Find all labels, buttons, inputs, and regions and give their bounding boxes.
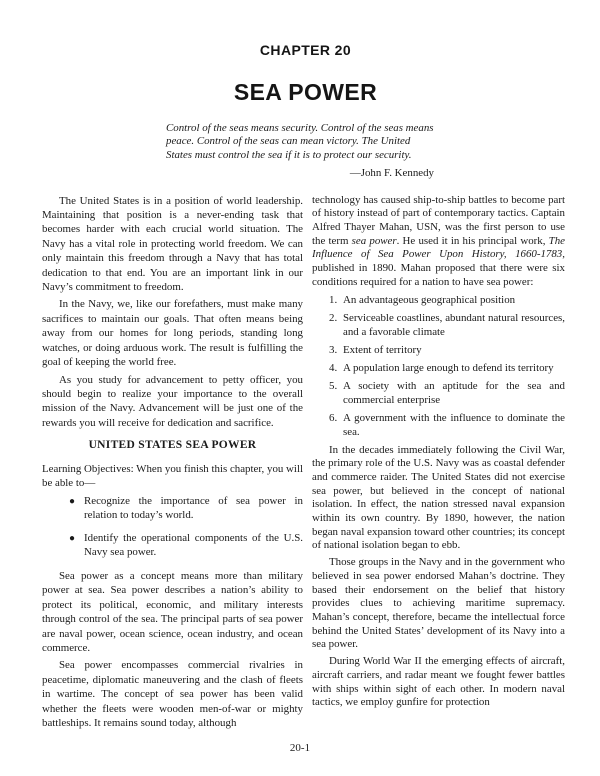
section-heading-us-sea-power: UNITED STATES SEA POWER — [88, 439, 257, 452]
paragraph-sea-power-concept: Sea power as a concept means more than military power at sea. Sea power describes a nation’s ability to protect its political, economic, and military interests through control of the sea. The principal parts of sea power are naval power, ocean science, ocean industry, and ocean commerce. — [42, 569, 303, 654]
learning-objectives-intro: Learning Objectives: When you finish this chapter, you will be able to— — [42, 462, 303, 489]
text-run: , published in 1890. Mahan proposed that there were six conditions required for a nation to have sea power: — [312, 248, 565, 288]
text-run: technology has caused ship-to-ship battles to become part of history instead of part of contemporary tactics. Captain Alfred Thayer Mahan, USN, was the first person to use the term — [312, 193, 565, 247]
paragraph-sea-power-encompasses: Sea power encompasses commercial rivalries in peacetime, diplomatic maneuvering and the clash of fleets in wartime. The concept of sea power has been valid whether the fleets were wooden men-of-war or mighty battleships. It remains sound today, although — [42, 659, 303, 730]
condition-item — [312, 343, 565, 357]
condition-item — [312, 293, 565, 307]
text-run-italic: sea power — [351, 234, 397, 247]
epigraph-attribution: —John F. Kennedy — [349, 167, 434, 180]
text-run-italic: The Influence of Sea Power Upon History, 1660-1783 — [312, 234, 565, 261]
epigraph-block — [166, 122, 434, 181]
page-number: 20-1 — [289, 742, 311, 754]
objective-item — [42, 532, 303, 560]
paragraph-world-war-2: During World War II the emerging effects of aircraft, aircraft carriers, and radar meant we fought fewer battles with ships within sight of each other. In modern naval tactics, we employ gunfire for protection — [312, 655, 565, 709]
paragraph-mahan-intro — [312, 194, 565, 290]
left-column — [42, 194, 303, 734]
objective-text: Recognize the importance of sea power in relation to today’s world. — [84, 495, 303, 522]
bullet-icon: ● — [69, 533, 76, 545]
chapter-label: CHAPTER 20 — [259, 42, 352, 58]
objective-item — [42, 495, 303, 523]
paragraph-navy-sacrifices: In the Navy, we, like our forefathers, must make many sacrifices to maintain our goals. That often means being away from our homes for long periods, standing long watches, or doing arduous work. The result is fulfilling the goal of keeping the world free. — [42, 298, 303, 369]
condition-number: 5. — [329, 379, 338, 392]
paragraph-us-leadership: The United States is in a position of world leadership. Maintaining that position is a never-ending task that becomes harder with each crucial world situation. The Navy has a vital role in protecting world freedom. We can only maintain this freedom through a Navy that has total dedication to that end. You are an important link in our Navy’s commitment to freedom. — [42, 194, 303, 294]
condition-number: 6. — [329, 411, 338, 424]
condition-item — [312, 311, 565, 339]
paragraph-civil-war-decades: In the decades immediately following the Civil War, the primary role of the U.S. Navy was as coastal defender and commerce raider. The United States did not exercise sea power, but believed in the concept of national isolation. In effect, the nation stressed naval expansion within its own country. By 1890, however, the nation began naval expansion toward other countries; its concept of national isolation began to ebb. — [312, 443, 565, 552]
epigraph-quote-text: Control of the seas means security. Control of the seas means peace. Control of the seas can mean victory. The United States must control the sea if it is to protect our security. — [166, 122, 434, 161]
two-column-body — [42, 194, 569, 734]
condition-item — [312, 411, 565, 439]
objective-text: Identify the operational components of the U.S. Navy sea power. — [84, 532, 303, 559]
condition-item — [312, 361, 565, 375]
condition-text: Extent of territory — [343, 343, 422, 356]
paragraph-advancement: As you study for advancement to petty officer, you should begin to realize your importance to the overall mission of the Navy. Advancement will be just one of the rewards you will receive for dedication and sacrifice. — [42, 373, 303, 429]
paragraph-mahan-doctrine: Those groups in the Navy and in the government who believed in sea power endorsed Mahan’s doctrine. They based their endorsement on the belief that history provides clues to achieving maritime supremacy. Mahan’s concept, therefore, became the intellectual force behind the United States’ development of its Navy into a sea power. — [312, 556, 565, 651]
condition-number: 4. — [329, 361, 338, 374]
right-column — [312, 194, 565, 734]
bullet-icon: ● — [69, 496, 76, 508]
condition-text: An advantageous geographical position — [343, 293, 516, 306]
condition-text: A society with an aptitude for the sea and commercial enterprise — [343, 379, 565, 406]
condition-number: 1. — [329, 293, 338, 306]
learning-objectives-list — [42, 495, 303, 560]
condition-text: A government with the influence to dominate the sea. — [343, 411, 565, 438]
sea-power-conditions-list — [312, 293, 565, 439]
condition-text: Serviceable coastlines, abundant natural resources, and a favorable climate — [343, 311, 565, 338]
condition-number: 2. — [329, 311, 338, 324]
condition-number: 3. — [329, 343, 338, 356]
page-title: SEA POWER — [233, 79, 378, 105]
condition-item — [312, 379, 565, 407]
text-run: . He used it in his principal work, — [396, 234, 549, 247]
condition-text: A population large enough to defend its territory — [343, 361, 554, 374]
